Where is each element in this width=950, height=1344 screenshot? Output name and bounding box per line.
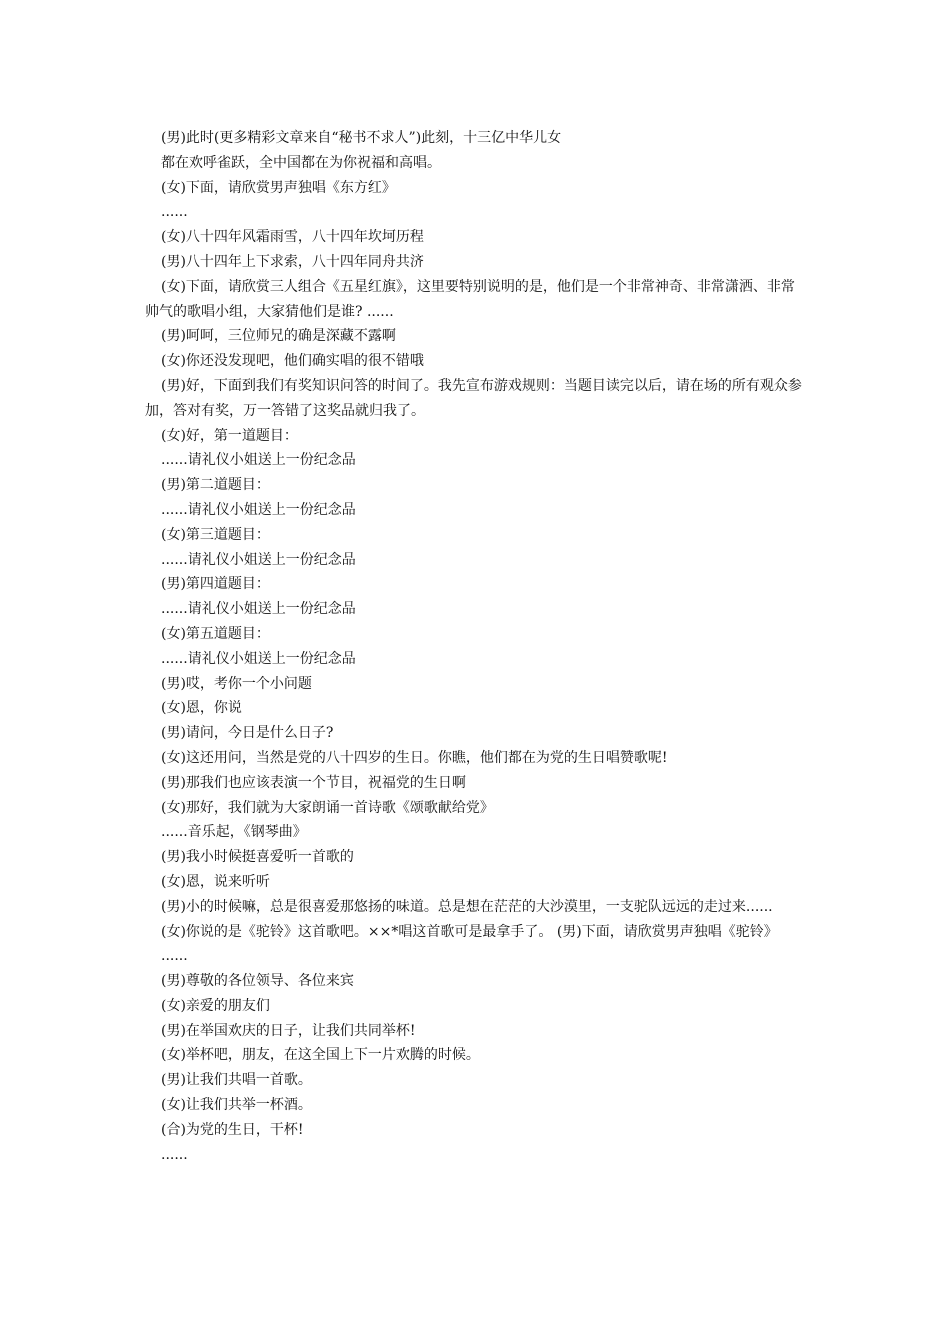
paragraph: ......请礼仪小姐送上一份纪念品 <box>161 650 356 667</box>
paragraph: (男)小的时候嘛，总是很喜爱那悠扬的味道。总是想在茫茫的大沙漠里，一支驼队远远的走过来...... <box>161 898 773 915</box>
paragraph: (女)八十四年风霜雨雪，八十四年坎坷历程 <box>161 229 424 246</box>
paragraph: (男)第四道题目： <box>161 576 270 593</box>
paragraph: (合)为党的生日，干杯! <box>161 1121 304 1138</box>
paragraph: (男)呵呵，三位师兄的确是深藏不露啊 <box>161 328 396 345</box>
paragraph: (男)八十四年上下求索，八十四年同舟共济 <box>161 253 424 270</box>
paragraph: (男)第二道题目： <box>161 477 270 494</box>
paragraph: 都在欢呼雀跃，全中国都在为你祝福和高唱。 <box>161 154 441 171</box>
paragraph: ......音乐起，《钢琴曲》 <box>161 824 307 841</box>
paragraph: (男)哎，考你一个小问题 <box>161 675 312 692</box>
paragraph: ......请礼仪小姐送上一份纪念品 <box>161 501 356 518</box>
document-body <box>145 126 805 1167</box>
paragraph: ......请礼仪小姐送上一份纪念品 <box>161 551 356 568</box>
paragraph: (男)让我们共唱一首歌。 <box>161 1072 312 1089</box>
paragraph: (女)你还没发现吧，他们确实唱的很不错哦 <box>161 353 424 370</box>
paragraph: ...... <box>161 204 188 221</box>
paragraph: (男)在举国欢庆的日子，让我们共同举杯! <box>161 1022 416 1039</box>
paragraph: (女)好，第一道题目： <box>161 427 298 444</box>
paragraph: (男)好，下面到我们有奖知识问答的时间了。我先宣布游戏规则：当题目读完以后，请在场的所有观众参加，答对有奖，万一答错了这奖品就归我了。 <box>145 377 802 419</box>
paragraph: (女)下面，请欣赏三人组合《五星红旗》，这里要特别说明的是，他们是一个非常神奇、非常潇洒、非常帅气的歌唱小组，大家猜他们是谁? ...... <box>145 278 795 320</box>
paragraph: (女)恩，说来听听 <box>161 873 270 890</box>
paragraph: (男)那我们也应该表演一个节目，祝福党的生日啊 <box>161 774 466 791</box>
paragraph: ......请礼仪小姐送上一份纪念品 <box>161 601 356 618</box>
paragraph: ...... <box>161 1146 188 1163</box>
paragraph: (男)尊敬的各位领导、各位来宾 <box>161 973 354 990</box>
paragraph: (女)第五道题目： <box>161 625 270 642</box>
paragraph: (女)下面，请欣赏男声独唱《东方红》 <box>161 179 396 196</box>
paragraph: (女)举杯吧，朋友，在这全国上下一片欢腾的时候。 <box>161 1047 480 1064</box>
paragraph: (女)亲爱的朋友们 <box>161 997 270 1014</box>
paragraph: (女)恩，你说 <box>161 700 242 717</box>
paragraph: (女)这还用问，当然是党的八十四岁的生日。你瞧，他们都在为党的生日唱赞歌呢! <box>161 749 668 766</box>
paragraph: (女)那好，我们就为大家朗诵一首诗歌《颂歌献给党》 <box>161 799 494 816</box>
paragraph: (男)请问，今日是什么日子? <box>161 725 334 742</box>
paragraph: (男)此时(更多精彩文章来自“秘书不求人”)此刻，十三亿中华儿女 <box>161 130 562 146</box>
paragraph: (女)第三道题目： <box>161 526 270 543</box>
paragraph: (女)你说的是《驼铃》这首歌吧。××*唱这首歌可是最拿手了。 (男)下面，请欣赏男声独唱《驼铃》 <box>161 923 778 940</box>
paragraph: (女)让我们共举一杯酒。 <box>161 1097 312 1114</box>
paragraph: ...... <box>161 948 188 965</box>
paragraph: (男)我小时候挺喜爱听一首歌的 <box>161 849 354 866</box>
paragraph: ......请礼仪小姐送上一份纪念品 <box>161 452 356 469</box>
